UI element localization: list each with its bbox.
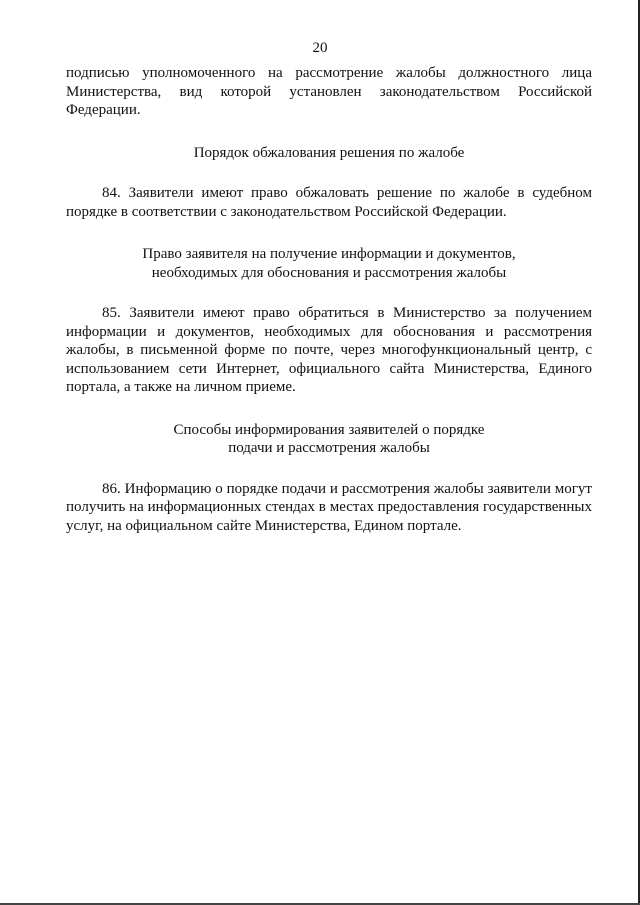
page-number: 20 — [312, 40, 328, 56]
paragraph-85: 85. Заявители имеют право обратиться в Министерство за получением информации и документов, необходимых для обоснования и рассмотрения жалобы, в письменной форме по почте, через многофункциональный центр, с использованием сети Интернет, официального сайта Министерства, Единого портала, а также на личном приеме. — [66, 305, 592, 395]
document-body — [66, 64, 592, 535]
paragraph-84: 84. Заявители имеют право обжаловать решение по жалобе в судебном порядке в соответствии с законодательством Российской Федерации. — [66, 185, 592, 220]
heading-line: Способы информирования заявителей о порядке — [173, 421, 485, 438]
heading-line: Право заявителя на получение информации и документов, — [142, 246, 516, 262]
section-heading-appeal-procedure — [66, 144, 592, 163]
heading-line: Порядок обжалования решения по жалобе — [193, 144, 465, 161]
paragraph-continuation: подписью уполномоченного на рассмотрение жалобы должностного лица Министерства, вид которой установлен законодательством Российской Федерации. — [66, 65, 592, 118]
heading-line: подачи и рассмотрения жалобы — [228, 440, 430, 456]
heading-line: необходимых для обоснования и рассмотрения жалобы — [151, 264, 507, 281]
section-heading-informing-methods — [66, 421, 592, 458]
section-heading-right-to-information — [66, 245, 592, 282]
paragraph-86: 86. Информацию о порядке подачи и рассмотрения жалобы заявители могут получить на информационных стендах в местах предоставления государственных услуг, на официальном сайте Министерства, Едином портале. — [66, 480, 592, 534]
